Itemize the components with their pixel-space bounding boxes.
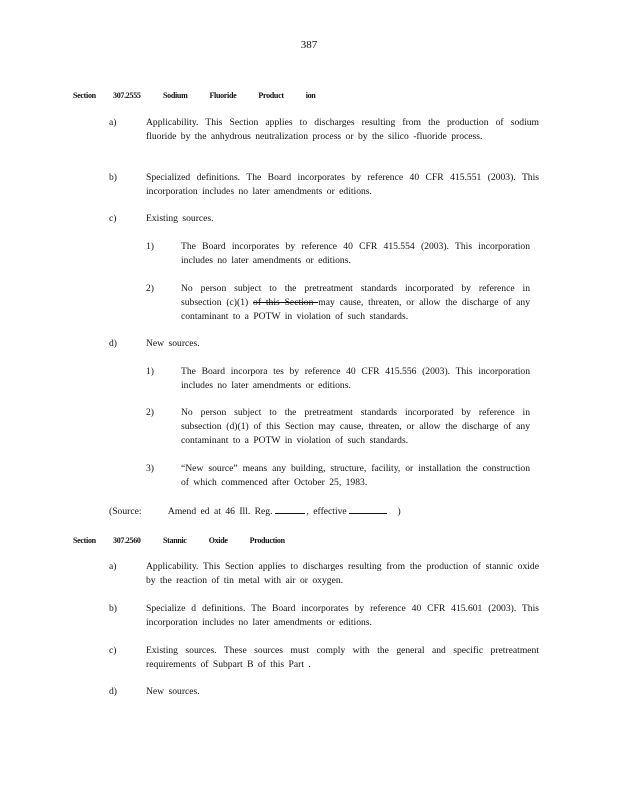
item-marker: a) bbox=[109, 117, 117, 128]
section-title-word: Production bbox=[249, 536, 285, 545]
subitem-marker: 2) bbox=[146, 407, 154, 418]
new-sources-heading: New sources. bbox=[146, 686, 200, 697]
new-sources-heading: New sources. bbox=[146, 338, 200, 349]
section-title-word: Sodium bbox=[163, 91, 188, 100]
existing-sources-prohibition bbox=[181, 282, 530, 324]
source-effective: , effective bbox=[306, 506, 347, 517]
register-blank bbox=[275, 504, 305, 514]
item-marker: b) bbox=[109, 172, 117, 183]
struck-text: of this Section bbox=[253, 297, 319, 308]
section-title-word: ion bbox=[305, 91, 316, 100]
section-title-word: Oxide bbox=[208, 536, 228, 545]
effective-date-blank bbox=[349, 504, 387, 514]
section-number: 307.2555 bbox=[113, 91, 141, 100]
item-marker: d) bbox=[109, 686, 117, 697]
item-marker: a) bbox=[109, 561, 117, 572]
existing-sources-heading: Existing sources. bbox=[146, 213, 214, 224]
page-number: 387 bbox=[300, 39, 318, 51]
subitem-marker: 3) bbox=[146, 463, 154, 474]
text-after-strike: may cause, threaten, or allow the discharge of any contaminant to a POTW in violation of such standards. bbox=[181, 297, 531, 322]
source-close: ) bbox=[397, 506, 401, 517]
existing-sources-paragraph: Existing sources. These sources must comply with the general and specific pretreatment requirements of Subpart B of this Part . bbox=[146, 645, 539, 670]
subitem-marker: 2) bbox=[146, 283, 154, 294]
applicability-paragraph: Applicability. This Section applies to discharges resulting from the production of sodium fluoride by the anhydrous neutralization process or by the silico -fluoride process. bbox=[146, 117, 539, 142]
new-source-definition: “New source” means any building, structure, facility, or installation the construction of which commenced after October 25, 1983. bbox=[181, 463, 530, 488]
new-sources-incorporation: The Board incorpora tes by reference 40 CFR 415.556 (2003). This incorporation includes no later amendments or editions. bbox=[181, 366, 530, 391]
source-prefix: (Source: bbox=[109, 506, 142, 517]
item-marker: c) bbox=[109, 213, 117, 224]
section-title-word: Stannic bbox=[163, 536, 187, 545]
subitem-marker: 1) bbox=[146, 366, 154, 377]
section-word: Section bbox=[73, 536, 96, 545]
section-heading-307-2560 bbox=[73, 534, 307, 548]
new-sources-prohibition: No person subject to the pretreatment standards incorporated by reference in subsection (d)(1) of this Section may cause, threaten, or allow the discharge of any contaminant to a POTW in violation of such standards. bbox=[181, 407, 530, 446]
item-marker: c) bbox=[109, 645, 117, 656]
item-marker: b) bbox=[109, 603, 117, 614]
applicability-paragraph: Applicability. This Section applies to discharges resulting from the production of stannic oxide by the reaction of tin metal with air or oxygen. bbox=[146, 561, 539, 586]
existing-sources-incorporation: The Board incorporates by reference 40 CFR 415.554 (2003). This incorporation includes no later amendments or editions. bbox=[181, 241, 530, 266]
section-word: Section bbox=[73, 91, 96, 100]
section-number: 307.2560 bbox=[113, 536, 141, 545]
definitions-paragraph: Specialize d definitions. The Board incorporates by reference 40 CFR 415.601 (2003). This incorporation includes no later amendments or editions. bbox=[146, 603, 539, 628]
section-title-word: Product bbox=[258, 91, 284, 100]
source-text: Amend ed at 46 Ill. Reg. bbox=[167, 506, 273, 517]
section-title-word: Fluoride bbox=[209, 91, 237, 100]
item-marker: d) bbox=[109, 338, 117, 349]
text-before-strike: No person subject to the pretreatment standards incorporated by reference in subsection (c)(1) bbox=[181, 283, 530, 308]
section-heading-307-2555 bbox=[73, 89, 337, 103]
subitem-marker: 1) bbox=[146, 241, 154, 252]
definitions-paragraph: Specialized definitions. The Board incorporates by reference 40 CFR 415.551 (2003). This incorporation includes no later amendments or editions. bbox=[146, 172, 539, 197]
source-note bbox=[109, 504, 401, 519]
